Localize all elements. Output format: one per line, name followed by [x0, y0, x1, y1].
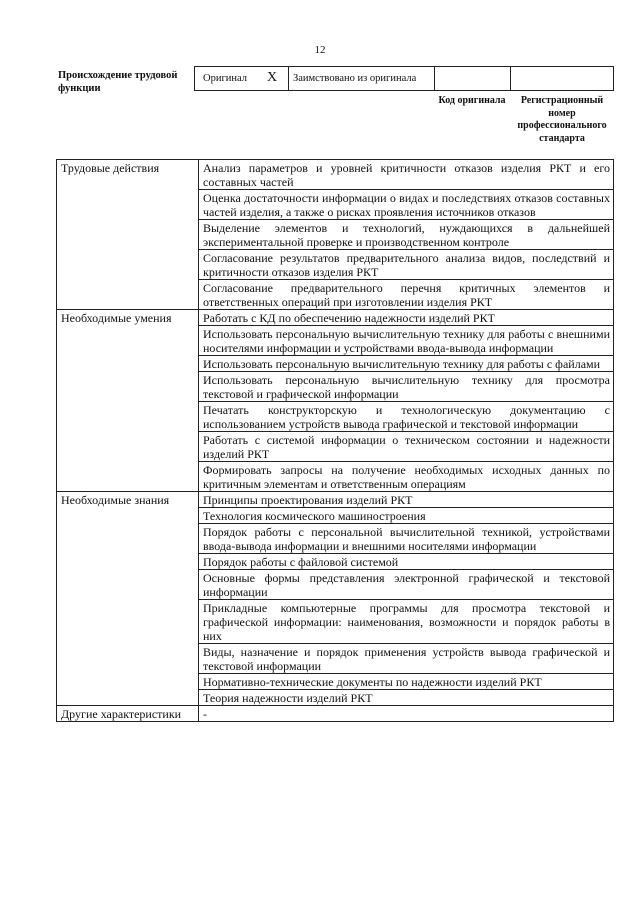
- category-cell: [57, 462, 199, 492]
- category-cell: [57, 280, 199, 310]
- table-item: Формировать запросы на получение необходимых исходных данных по критичным элементам и ответственным операциям: [199, 462, 614, 492]
- category-cell: [57, 554, 199, 570]
- table-item: Технология космического машиностроения: [199, 508, 614, 524]
- table-item: Порядок работы с персональной вычислительной техникой, устройствами ввода-вывода информации и внешними носителями информации: [199, 524, 614, 554]
- table-item: Использовать персональную вычислительную технику для работы с внешними носителями информации и устройствами ввода-вывода информации: [199, 326, 614, 356]
- table-row: [57, 644, 614, 674]
- table-item: Работать с системой информации о техническом состоянии и надежности изделий РКТ: [199, 432, 614, 462]
- table-row: [57, 462, 614, 492]
- table-row: [57, 402, 614, 432]
- category-label: Необходимые знания: [57, 492, 199, 508]
- table-item: Согласование предварительного перечня критичных элементов и ответственных операций при изготовлении изделия РКТ: [199, 280, 614, 310]
- category-cell: [57, 644, 199, 674]
- category-cell: [57, 524, 199, 554]
- table-item: Выделение элементов и технологий, нуждающихся в дальнейшей экспериментальной проверке и производственном контроле: [199, 220, 614, 250]
- table-row: [57, 492, 614, 508]
- category-cell: [57, 570, 199, 600]
- table-row: [57, 250, 614, 280]
- table-row: [57, 674, 614, 690]
- table-row: [57, 190, 614, 220]
- category-cell: [57, 402, 199, 432]
- table-row: [57, 356, 614, 372]
- category-cell: [57, 250, 199, 280]
- category-label: Трудовые действия: [57, 160, 199, 190]
- table-row: [57, 280, 614, 310]
- code-label: Код оригинала: [438, 95, 506, 106]
- table-item: Основные формы представления электронной графической и текстовой информации: [199, 570, 614, 600]
- origin-code-cell: [435, 67, 511, 90]
- table-item: Оценка достаточности информации о видах и последствиях отказов составных частей изделия, а также о рисках проявления источников отказов: [199, 190, 614, 220]
- table-row: [57, 372, 614, 402]
- table-item: Виды, назначение и порядок применения устройств вывода графической и текстовой информации: [199, 644, 614, 674]
- table-row: [57, 570, 614, 600]
- origin-borrowed-label: Заимствовано из оригинала: [293, 73, 417, 84]
- category-cell: [57, 600, 199, 644]
- origin-reg-cell: [511, 67, 613, 90]
- origin-label: Происхождение трудовой функции: [58, 70, 178, 94]
- table-row: [57, 554, 614, 570]
- table-item: Печатать конструкторскую и технологическую документацию с использованием устройств вывода графической и текстовой информации: [199, 402, 614, 432]
- origin-original-label: Оригинал: [203, 73, 247, 84]
- reg-number-label: Регистрационный номер профессионального стандарта: [517, 95, 607, 144]
- table-item: Использовать персональную вычислительную технику для просмотра текстовой и графической информации: [199, 372, 614, 402]
- table-item: Согласование результатов предварительного анализа видов, последствий и критичности отказов изделия РКТ: [199, 250, 614, 280]
- table-row: [57, 326, 614, 356]
- origin-box: [194, 66, 614, 91]
- origin-original-mark: X: [267, 70, 278, 85]
- table-row: [57, 600, 614, 644]
- table-item: Нормативно-технические документы по надежности изделий РКТ: [199, 674, 614, 690]
- category-cell: [57, 190, 199, 220]
- category-cell: [57, 356, 199, 372]
- category-cell: [57, 690, 199, 706]
- table-item: Работать с КД по обеспечению надежности изделий РКТ: [199, 310, 614, 326]
- table-item: Анализ параметров и уровней критичности отказов изделия РКТ и его составных частей: [199, 160, 614, 190]
- category-label: Необходимые умения: [57, 310, 199, 326]
- origin-borrowed-cell: [289, 67, 435, 90]
- category-cell: [57, 372, 199, 402]
- table-row: [57, 690, 614, 706]
- origin-original-cell: [195, 67, 289, 90]
- table-item: Прикладные компьютерные программы для просмотра текстовой и графической информации: наименования, возможности и порядок работы в них: [199, 600, 614, 644]
- category-cell: [57, 432, 199, 462]
- category-cell: [57, 326, 199, 356]
- table-item: -: [199, 706, 614, 722]
- table-row: [57, 706, 614, 722]
- table-item: Использовать персональную вычислительную технику для работы с файлами: [199, 356, 614, 372]
- table-row: [57, 310, 614, 326]
- table-row: [57, 160, 614, 190]
- table-row: [57, 220, 614, 250]
- table-item: Порядок работы с файловой системой: [199, 554, 614, 570]
- category-label: Другие характеристики: [57, 706, 199, 722]
- category-cell: [57, 220, 199, 250]
- table-row: [57, 524, 614, 554]
- category-cell: [57, 674, 199, 690]
- page-number: 12: [314, 44, 326, 56]
- table-row: [57, 432, 614, 462]
- table-item: Принципы проектирования изделий РКТ: [199, 492, 614, 508]
- category-cell: [57, 508, 199, 524]
- table-item: Теория надежности изделий РКТ: [199, 690, 614, 706]
- labor-function-table: [56, 159, 614, 722]
- table-row: [57, 508, 614, 524]
